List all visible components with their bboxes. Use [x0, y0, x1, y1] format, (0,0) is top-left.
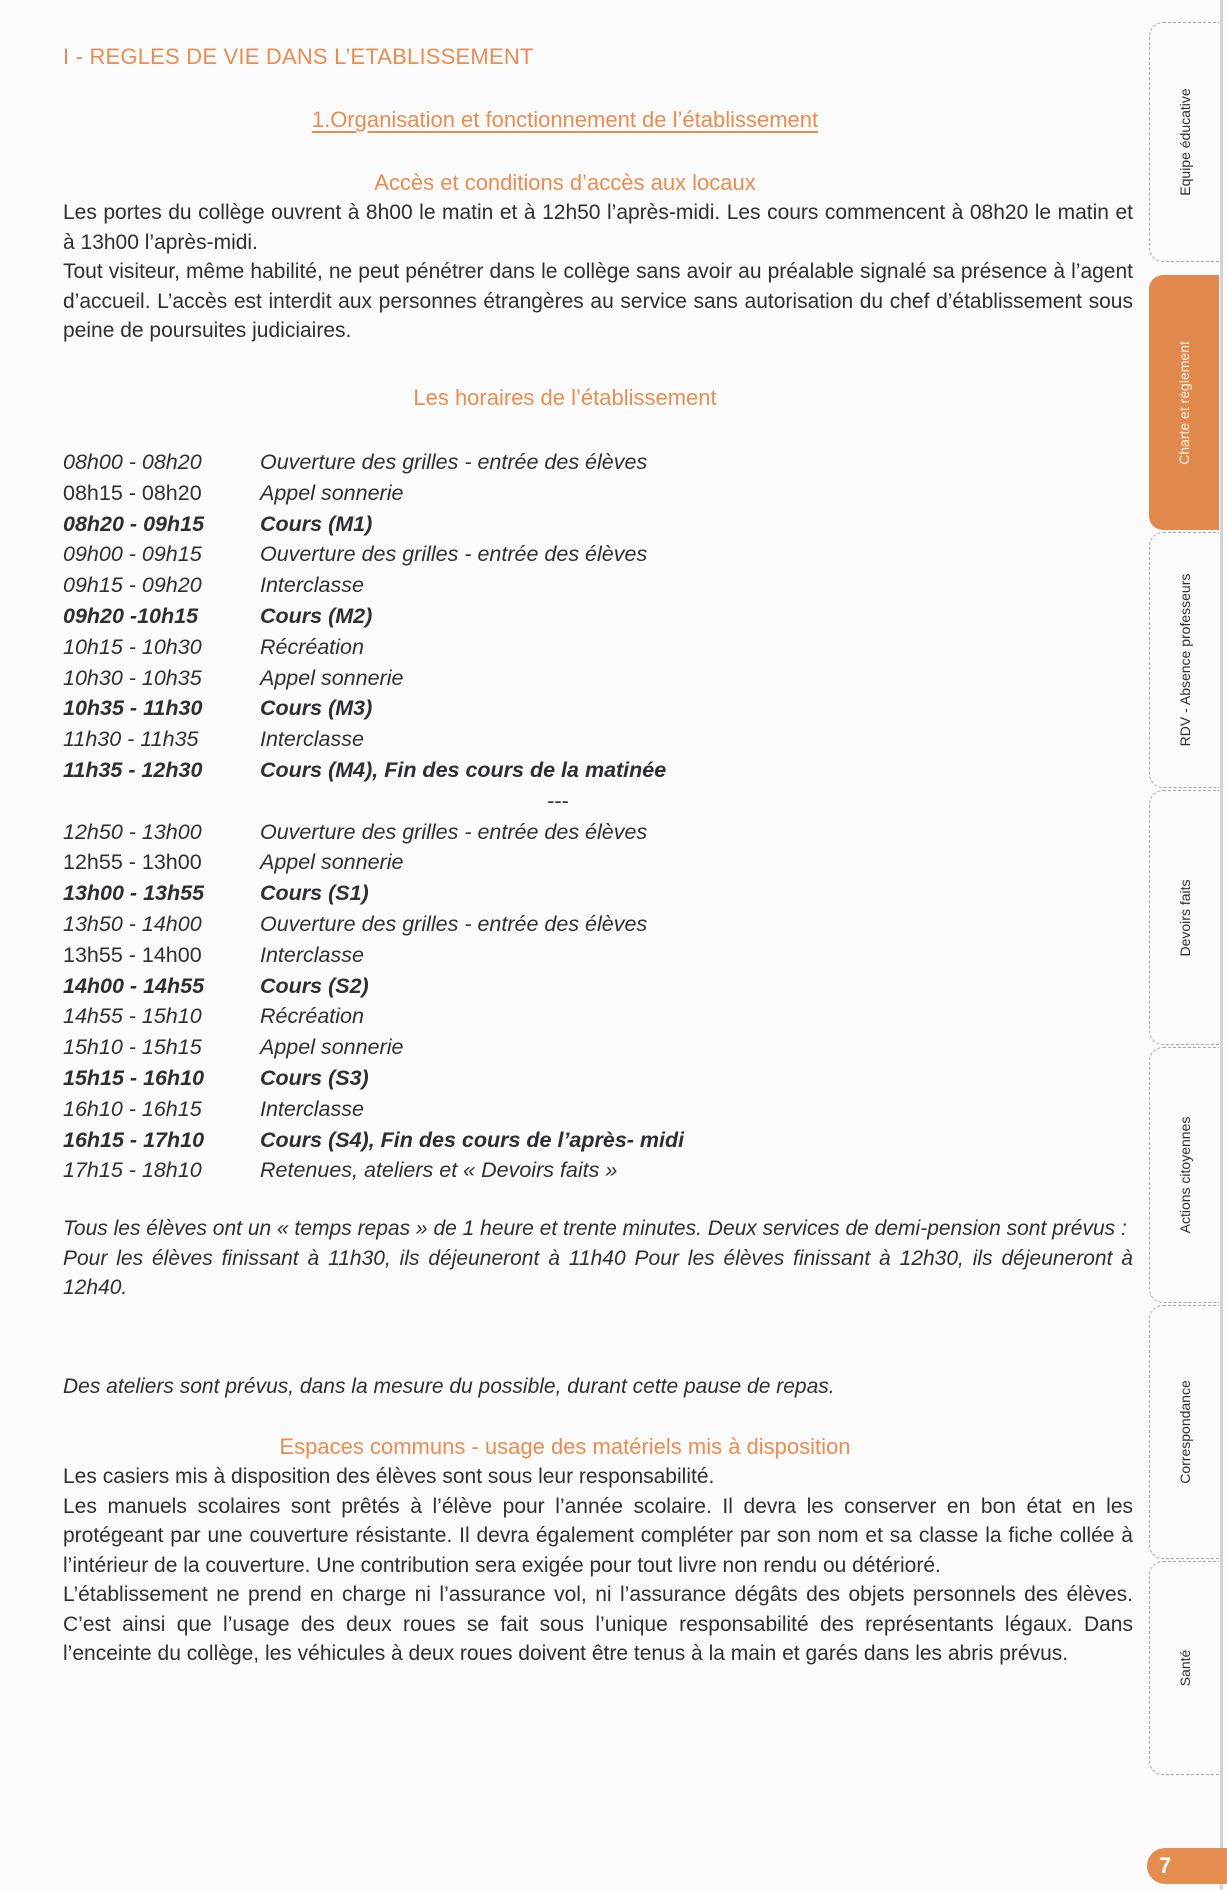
schedule-row	[63, 878, 963, 909]
schedule-row	[63, 663, 963, 694]
tab-label: Devoirs faits	[1176, 878, 1193, 957]
tab-correspondance[interactable]	[1149, 1305, 1219, 1559]
schedule-row	[63, 539, 963, 570]
schedule-time: 11h35 - 12h30	[63, 757, 203, 782]
schedule-label: Cours (M1)	[260, 511, 373, 536]
schedule-time: 08h20 - 09h15	[63, 511, 205, 536]
tab-label: Correspondance	[1176, 1380, 1193, 1484]
page-edge	[1220, 0, 1223, 1890]
repas-paragraph-1: Tous les élèves ont un « temps repas » de 1 heure et trente minutes. Deux services de demi-pension sont prévus :	[63, 1217, 1127, 1240]
schedule-label: Retenues, ateliers et « Devoirs faits »	[260, 1158, 618, 1183]
schedule-row	[63, 909, 963, 940]
schedule-label: Cours (M2)	[260, 603, 373, 628]
schedule-label: Interclasse	[260, 942, 364, 967]
tab-actions-citoyennes[interactable]	[1149, 1047, 1219, 1303]
section-heading-acces: Accès et conditions d’accès aux locaux	[374, 170, 756, 195]
schedule-time: 13h50 - 14h00	[63, 911, 202, 936]
schedule-afternoon	[63, 817, 963, 1187]
schedule-time: 08h00 - 08h20	[63, 450, 202, 474]
schedule-row	[63, 632, 963, 663]
schedule-time: 10h35 - 11h30	[63, 696, 203, 721]
schedule-label: Cours (S1)	[260, 881, 369, 906]
acces-paragraph-2: Tout visiteur, même habilité, ne peut pénétrer dans le collège sans avoir au préalable signalé sa présence à l’agent d’accueil. L’accès est interdit aux personnes étrangères au service sans autorisation du chef d’établissement sous peine de poursuites judiciaires.	[63, 260, 1133, 342]
schedule-row	[63, 601, 963, 632]
schedule-label: Interclasse	[260, 727, 364, 752]
schedule-time: 14h55 - 15h10	[63, 1004, 202, 1029]
schedule-row	[63, 1063, 963, 1094]
tab-devoirs-faits[interactable]	[1149, 790, 1219, 1045]
schedule-label: Interclasse	[260, 1096, 364, 1121]
schedule-time: 11h30 - 11h35	[63, 727, 199, 752]
schedule-morning	[63, 447, 963, 786]
schedule-time: 10h30 - 10h35	[63, 665, 202, 690]
schedule-time: 09h00 - 09h15	[63, 542, 202, 567]
schedule-label: Cours (S2)	[260, 973, 369, 998]
repas-paragraph-2: Pour les élèves finissant à 11h30, ils déjeuneront à 11h40 Pour les élèves finissant à 12h30, ils déjeuneront à 12h40.	[63, 1246, 1133, 1299]
schedule-row	[63, 755, 963, 786]
schedule-label: Cours (M3)	[260, 696, 373, 721]
schedule-row	[63, 847, 963, 878]
schedule-label: Cours (S3)	[260, 1065, 369, 1090]
acces-paragraph-1: Les portes du collège ouvrent à 8h00 le matin et à 12h50 l’après-midi. Les cours commencent à 08h20 le matin et à 13h00 l’après-midi.	[63, 201, 1133, 254]
schedule-label: Appel sonnerie	[260, 850, 404, 875]
main-title: I - REGLES DE VIE DANS L’ETABLISSEMENT	[63, 44, 534, 69]
schedule-label: Ouverture des grilles - entrée des élèves	[260, 542, 648, 567]
schedule-row	[63, 570, 963, 601]
espaces-paragraph-2: Les manuels scolaires sont prêtés à l’élève pour l’année scolaire. Il devra les conserver en bon état en les protégeant par une couverture résistante. Il devra également compléter par son nom et sa classe la fiche collée à l’intérieur de la couverture. Une contribution sera exigée pour tout livre non rendu ou détérioré.	[63, 1494, 1133, 1577]
espaces-paragraph-3: L’établissement ne prend en charge ni l’assurance vol, ni l’assurance dégâts des objets personnels des élèves. C’est ainsi que l’usage des deux roues se fait sous l’unique responsabilité des représentants légaux. Dans l’enceinte du collège, les véhicules à deux roues doivent être tenus à la main et garés dans les abris prévus.	[63, 1583, 1133, 1665]
schedule-time: 15h10 - 15h15	[63, 1035, 202, 1060]
schedule-table	[63, 447, 963, 1186]
schedule-time: 17h15 - 18h10	[63, 1158, 202, 1183]
acces-text	[63, 198, 1133, 346]
section-heading-espaces: Espaces communs - usage des matériels mis à disposition	[279, 1434, 851, 1459]
schedule-label: Récréation	[260, 1004, 364, 1029]
ateliers-text: Des ateliers sont prévus, dans la mesure du possible, durant cette pause de repas.	[63, 1375, 835, 1398]
espaces-paragraph-1: Les casiers mis à disposition des élèves sont sous leur responsabilité.	[63, 1465, 715, 1488]
schedule-row	[63, 1125, 963, 1156]
tab-charte-reglement[interactable]	[1149, 275, 1219, 530]
tab-label: Actions citoyennes	[1176, 1116, 1193, 1234]
schedule-label: Cours (M4), Fin des cours de la matinée	[260, 757, 667, 782]
schedule-label: Appel sonnerie	[260, 665, 404, 690]
schedule-row	[63, 693, 963, 724]
schedule-time: 12h50 - 13h00	[63, 819, 202, 844]
schedule-time: 16h15 - 17h10	[63, 1127, 205, 1152]
schedule-row	[63, 447, 963, 478]
schedule-row	[63, 478, 963, 509]
schedule-label: Cours (S4), Fin des cours de l’après- midi	[260, 1127, 685, 1152]
tab-label: Santé	[1176, 1649, 1193, 1687]
schedule-row	[63, 940, 963, 971]
schedule-row	[63, 1094, 963, 1125]
schedule-time: 15h15 - 16h10	[63, 1065, 205, 1090]
schedule-time: 16h10 - 16h15	[63, 1096, 202, 1121]
schedule-separator: ---	[547, 788, 569, 813]
tab-label: RDV - Absence professeurs	[1176, 573, 1193, 747]
tab-label: Equipe éducative	[1176, 88, 1193, 196]
side-tabs	[1149, 0, 1219, 1890]
schedule-time: 13h55 - 14h00	[63, 942, 202, 967]
schedule-time: 14h00 - 14h55	[63, 973, 205, 998]
repas-text	[63, 1214, 1133, 1303]
schedule-label: Ouverture des grilles - entrée des élèves	[260, 450, 648, 474]
tab-label: Charte et règlement	[1176, 340, 1192, 465]
schedule-row	[63, 509, 963, 540]
sub-title: 1.Organisation et fonctionnement de l’établissement	[311, 107, 819, 132]
schedule-row	[63, 724, 963, 755]
schedule-time: 12h55 - 13h00	[63, 850, 202, 875]
espaces-text	[63, 1462, 1133, 1669]
schedule-time: 08h15 - 08h20	[63, 480, 202, 505]
schedule-label: Interclasse	[260, 573, 364, 598]
schedule-label: Récréation	[260, 634, 364, 659]
schedule-label: Ouverture des grilles - entrée des élèves	[260, 911, 648, 936]
schedule-label: Appel sonnerie	[260, 480, 404, 505]
schedule-time: 10h15 - 10h30	[63, 634, 202, 659]
schedule-time: 13h00 - 13h55	[63, 881, 205, 906]
schedule-row	[63, 817, 963, 848]
schedule-label: Ouverture des grilles - entrée des élèves	[260, 819, 648, 844]
schedule-label: Appel sonnerie	[260, 1035, 404, 1060]
schedule-row	[63, 1032, 963, 1063]
tab-sante[interactable]	[1149, 1561, 1219, 1775]
section-heading-horaires: Les horaires de l’établissement	[413, 385, 717, 410]
tab-equipe-educative[interactable]	[1149, 22, 1219, 262]
schedule-row	[63, 1155, 963, 1186]
page-number: 7	[1159, 1853, 1172, 1878]
schedule-row	[63, 971, 963, 1002]
schedule-time: 09h20 -10h15	[63, 603, 199, 628]
page-number-tab	[1147, 1848, 1227, 1884]
schedule-row	[63, 1001, 963, 1032]
schedule-time: 09h15 - 09h20	[63, 573, 202, 598]
tab-rdv-absence[interactable]	[1149, 532, 1219, 788]
